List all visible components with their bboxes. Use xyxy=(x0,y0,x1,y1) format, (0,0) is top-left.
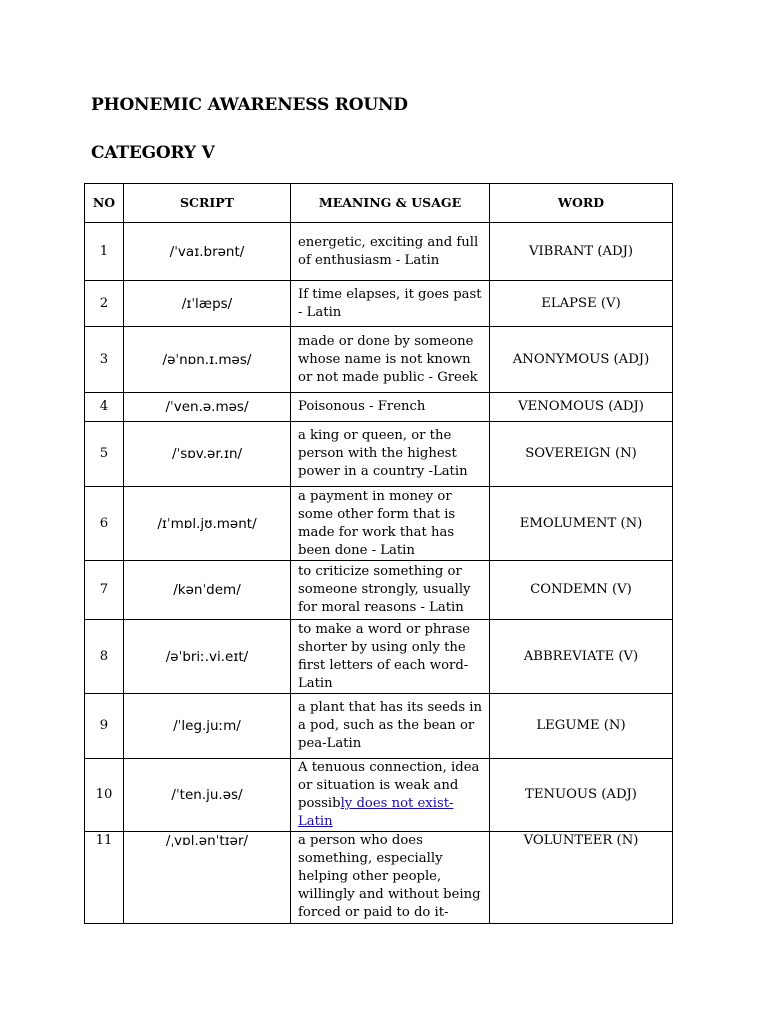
table-row xyxy=(85,327,673,393)
word: LEGUME (N) xyxy=(490,694,673,759)
table-row xyxy=(85,759,673,832)
table-row xyxy=(85,561,673,620)
row-number: 6 xyxy=(85,487,124,561)
row-number: 7 xyxy=(85,561,124,620)
word: CONDEMN (V) xyxy=(490,561,673,620)
word: VOLUNTEER (N) xyxy=(490,832,673,924)
table-row xyxy=(85,832,673,924)
meaning-usage: to make a word or phrase shorter by using only the first letters of each word- Latin xyxy=(291,620,490,694)
header-script: SCRIPT xyxy=(124,184,291,223)
phonetic-script: /ˈten.ju.əs/ xyxy=(124,759,291,832)
document-title: PHONEMIC AWARENESS ROUND xyxy=(91,95,408,115)
row-number: 8 xyxy=(85,620,124,694)
meaning-usage: energetic, exciting and full of enthusiasm - Latin xyxy=(291,223,490,281)
table-row xyxy=(85,422,673,487)
meaning-usage: made or done by someone whose name is not known or not made public - Greek xyxy=(291,327,490,393)
row-number: 1 xyxy=(85,223,124,281)
phonetic-script: /əˈnɒn.ɪ.məs/ xyxy=(124,327,291,393)
word: VENOMOUS (ADJ) xyxy=(490,393,673,422)
table-row xyxy=(85,694,673,759)
phonetic-script: /əˈbriː.vi.eɪt/ xyxy=(124,620,291,694)
meaning-text: A tenuous connection, idea or situation is weak and possib xyxy=(298,760,480,811)
table-header-row xyxy=(85,184,673,223)
header-meaning: MEANING & USAGE xyxy=(291,184,490,223)
header-word: WORD xyxy=(490,184,673,223)
phonetic-script: /ɪˈmɒl.jʊ.mənt/ xyxy=(124,487,291,561)
phonetic-script: /ˌvɒl.ənˈtɪər/ xyxy=(124,832,291,924)
row-number: 5 xyxy=(85,422,124,487)
meaning-usage xyxy=(291,759,490,832)
category-heading: CATEGORY V xyxy=(91,143,215,163)
row-number: 11 xyxy=(85,832,124,924)
word: ABBREVIATE (V) xyxy=(490,620,673,694)
hyperlink-text[interactable]: ly does not exist-Latin xyxy=(298,796,454,829)
word: ELAPSE (V) xyxy=(490,281,673,327)
meaning-usage: a person who does something, especially helping other people, willingly and without being forced or paid to do it- xyxy=(291,832,490,924)
word: TENUOUS (ADJ) xyxy=(490,759,673,832)
row-number: 10 xyxy=(85,759,124,832)
meaning-usage: a plant that has its seeds in a pod, such as the bean or pea-Latin xyxy=(291,694,490,759)
meaning-usage: Poisonous - French xyxy=(291,393,490,422)
header-no: NO xyxy=(85,184,124,223)
phonetic-script: /ɪˈlæps/ xyxy=(124,281,291,327)
row-number: 2 xyxy=(85,281,124,327)
meaning-usage: If time elapses, it goes past - Latin xyxy=(291,281,490,327)
phonetic-script: /ˈsɒv.ər.ɪn/ xyxy=(124,422,291,487)
phonetic-script: /ˈvaɪ.brənt/ xyxy=(124,223,291,281)
table-row xyxy=(85,487,673,561)
table-row xyxy=(85,620,673,694)
word: VIBRANT (ADJ) xyxy=(490,223,673,281)
row-number: 4 xyxy=(85,393,124,422)
meaning-usage: a king or queen, or the person with the highest power in a country -Latin xyxy=(291,422,490,487)
row-number: 9 xyxy=(85,694,124,759)
phonetic-script: /ˈleg.juːm/ xyxy=(124,694,291,759)
word: EMOLUMENT (N) xyxy=(490,487,673,561)
word: ANONYMOUS (ADJ) xyxy=(490,327,673,393)
phonetic-script: /ˈven.ə.məs/ xyxy=(124,393,291,422)
meaning-usage: to criticize something or someone strongly, usually for moral reasons - Latin xyxy=(291,561,490,620)
phonetic-script: /kənˈdem/ xyxy=(124,561,291,620)
vocabulary-table xyxy=(84,183,673,924)
table-row xyxy=(85,281,673,327)
meaning-usage: a payment in money or some other form that is made for work that has been done - Latin xyxy=(291,487,490,561)
table-row xyxy=(85,393,673,422)
word: SOVEREIGN (N) xyxy=(490,422,673,487)
row-number: 3 xyxy=(85,327,124,393)
table-row xyxy=(85,223,673,281)
